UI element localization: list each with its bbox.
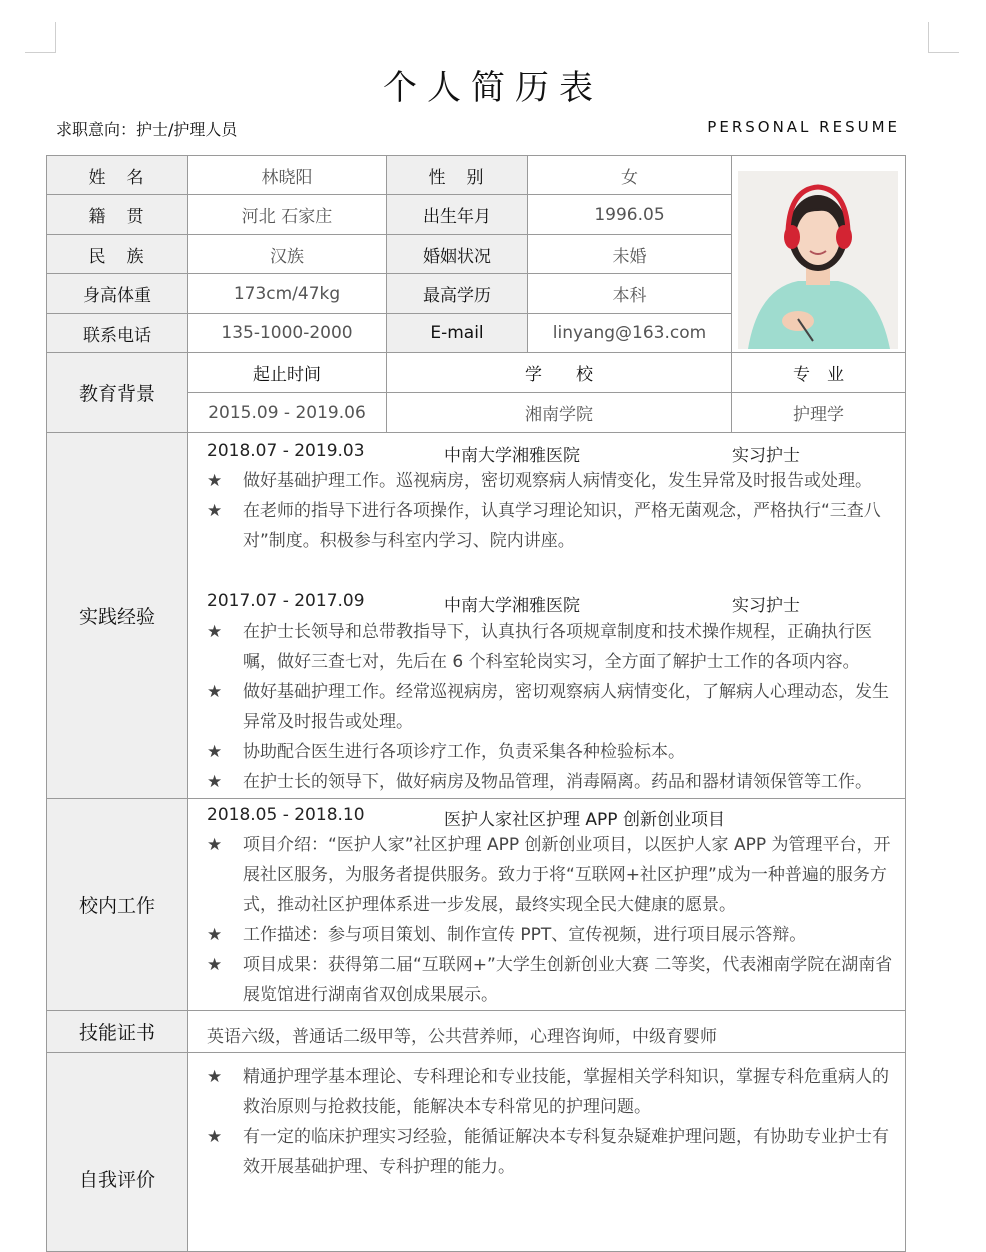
- practice-1-bullet: ★ 做好基础护理工作。巡视病房，密切观察病人病情变化，发生异常及时报告或处理。: [207, 466, 897, 496]
- skills-text: 英语六级，普通话二级甲等，公共营养师，心理咨询师，中级育婴师: [207, 1027, 717, 1047]
- practice-2-role: 实习护士: [732, 596, 800, 616]
- email-value: linyang@163.com: [527, 313, 732, 353]
- english-subtitle: PERSONAL RESUME: [707, 118, 900, 136]
- campus-label: 校内工作: [46, 798, 188, 1011]
- origin-value: 河北 石家庄: [187, 194, 387, 235]
- practice-2-period: 2017.07 - 2017.09: [207, 591, 365, 611]
- practice-2-bullet: ★ 做好基础护理工作。经常巡视病房，密切观察病人病情变化，了解病人心理动态，发生异常及时报告或处理。: [207, 677, 897, 737]
- campus-project: 医护人家社区护理 APP 创新创业项目: [444, 810, 725, 830]
- education-time: 2015.09 - 2019.06: [187, 392, 387, 433]
- self-bullet: ★ 精通护理学基本理论、专科理论和专业技能，掌握相关学科知识，掌握专科危重病人的救治原则与抢救技能，能解决本专科常见的护理问题。: [207, 1062, 897, 1122]
- practice-2-org: 中南大学湘雅医院: [444, 596, 580, 616]
- star-icon: ★: [207, 1127, 223, 1147]
- ethnic-label: 民 族: [46, 234, 188, 274]
- job-intent: 求职意向：护士/护理人员: [56, 120, 238, 139]
- name-label: 姓 名: [46, 155, 188, 195]
- practice-1-role: 实习护士: [732, 446, 800, 466]
- birth-label: 出生年月: [386, 194, 528, 235]
- star-icon: ★: [207, 925, 223, 945]
- page-corner-mark: [928, 22, 959, 53]
- skills-label: 技能证书: [46, 1010, 188, 1053]
- practice-2-bullet: ★ 在护士长领导和总带教指导下，认真执行各项规章制度和技术操作规程，正确执行医嘱，做好三查七对，先后在 6 个科室轮岗实习，全方面了解护士工作的各项内容。: [207, 617, 897, 677]
- degree-label: 最高学历: [386, 273, 528, 314]
- gender-label: 性 别: [386, 155, 528, 195]
- campus-bullet: ★ 项目成果：获得第二届“互联网+”大学生创新创业大赛 二等奖，代表湘南学院在湖南省展览馆进行湖南省双创成果展示。: [207, 950, 897, 1010]
- height-weight-label: 身高体重: [46, 273, 188, 314]
- education-col-school: 学 校: [386, 352, 732, 393]
- star-icon: ★: [207, 742, 223, 762]
- birth-value: 1996.05: [527, 194, 732, 235]
- page-corner-mark: [25, 22, 56, 53]
- education-major: 护理学: [731, 392, 906, 433]
- practice-2-bullet: ★ 协助配合医生进行各项诊疗工作，负责采集各种检验标本。: [207, 737, 897, 767]
- campus-bullet: ★ 项目介绍：“医护人家”社区护理 APP 创新创业项目，以医护人家 APP 为管理平台，开展社区服务，为服务者提供服务。致力于将“互联网+社区护理”成为一种普遍的服务方式，推动社区护理体系进一步发展，最终实现全民大健康的愿景。: [207, 830, 897, 920]
- education-col-time: 起止时间: [187, 352, 387, 393]
- page-title: 个人简历表: [383, 68, 603, 108]
- education-col-major: 专 业: [731, 352, 906, 393]
- practice-1-bullet: ★ 在老师的指导下进行各项操作，认真学习理论知识，严格无菌观念，严格执行“三查八对”制度。积极参与科室内学习、院内讲座。: [207, 496, 897, 556]
- practice-1-period: 2018.07 - 2019.03: [207, 441, 365, 461]
- self-bullet: ★ 有一定的临床护理实习经验，能循证解决本专科复杂疑难护理问题，有协助专业护士有效开展基础护理、专科护理的能力。: [207, 1122, 897, 1182]
- star-icon: ★: [207, 471, 223, 491]
- star-icon: ★: [207, 955, 223, 975]
- practice-2-bullet: ★ 在护士长的领导下，做好病房及物品管理，消毒隔离。药品和器材请领保管等工作。: [207, 767, 897, 797]
- height-weight-value: 173cm/47kg: [187, 273, 387, 314]
- phone-value: 135-1000-2000: [187, 313, 387, 353]
- degree-value: 本科: [527, 273, 732, 314]
- gender-value: 女: [527, 155, 732, 195]
- phone-label: 联系电话: [46, 313, 188, 353]
- practice-label: 实践经验: [46, 432, 188, 799]
- name-value: 林晓阳: [187, 155, 387, 195]
- star-icon: ★: [207, 1067, 223, 1087]
- ethnic-value: 汉族: [187, 234, 387, 274]
- self-label: 自我评价: [46, 1052, 188, 1252]
- profile-photo: [738, 171, 898, 349]
- marital-label: 婚姻状况: [386, 234, 528, 274]
- star-icon: ★: [207, 835, 223, 855]
- campus-bullet: ★ 工作描述：参与项目策划、制作宣传 PPT、宣传视频，进行项目展示答辩。: [207, 920, 897, 950]
- marital-value: 未婚: [527, 234, 732, 274]
- star-icon: ★: [207, 682, 223, 702]
- star-icon: ★: [207, 772, 223, 792]
- practice-1-org: 中南大学湘雅医院: [444, 446, 580, 466]
- campus-period: 2018.05 - 2018.10: [207, 805, 365, 825]
- email-label: E-mail: [386, 313, 528, 353]
- education-label: 教育背景: [46, 352, 188, 433]
- origin-label: 籍 贯: [46, 194, 188, 235]
- education-school: 湘南学院: [386, 392, 732, 433]
- star-icon: ★: [207, 622, 223, 642]
- star-icon: ★: [207, 501, 223, 521]
